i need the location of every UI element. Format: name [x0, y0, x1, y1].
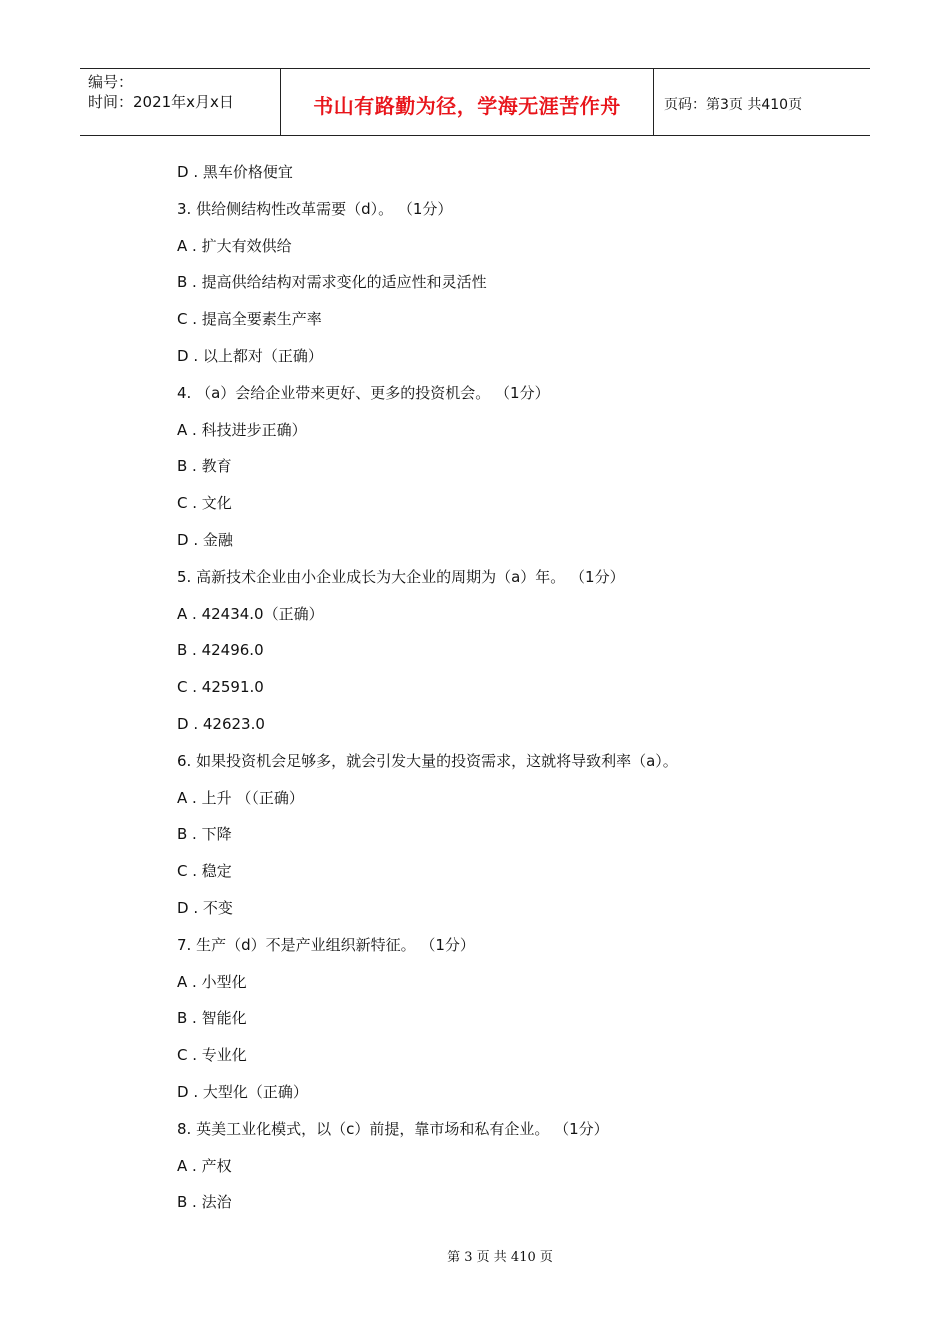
option-line: B . 教育 — [177, 457, 232, 476]
question-line: 3. 供给侧结构性改革需要（d）。 （1分） — [177, 199, 453, 218]
header-motto: 书山有路勤为径，学海无涯苦作舟 — [281, 69, 654, 135]
header-page-info: 页码：第3页 共410页 — [664, 97, 803, 113]
document-body — [177, 160, 857, 1227]
question-line: 6. 如果投资机会足够多，就会引发大量的投资需求，这就将导致利率（a）。 — [177, 751, 678, 770]
option-line: A . 产权 — [177, 1156, 232, 1175]
option-line: D . 大型化（正确） — [177, 1082, 308, 1101]
option-line: C . 专业化 — [177, 1046, 247, 1065]
option-line: D . 42623.0 — [177, 714, 265, 733]
option-line: B . 42496.0 — [177, 641, 264, 660]
option-line: B . 下降 — [177, 825, 232, 844]
question-line: 4. （a）会给企业带来更好、更多的投资机会。 （1分） — [177, 383, 550, 402]
option-line: B . 提高供给结构对需求变化的适应性和灵活性 — [177, 273, 487, 292]
question-line: 7. 生产（d）不是产业组织新特征。 （1分） — [177, 935, 475, 954]
option-line: B . 法治 — [177, 1193, 232, 1212]
time-label: 时间：2021年x月x日 — [88, 93, 234, 111]
header-meta — [80, 69, 281, 135]
option-line: A . 42434.0（正确） — [177, 604, 324, 623]
option-line: C . 文化 — [177, 494, 232, 513]
option-line: C . 稳定 — [177, 862, 232, 881]
option-line: A . 上升 （（正确） — [177, 788, 304, 807]
question-line: 5. 高新技术企业由小企业成长为大企业的周期为（a）年。 （1分） — [177, 567, 625, 586]
option-line: A . 科技进步正确） — [177, 420, 307, 439]
question-line: 8. 英美工业化模式，以（c）前提，靠市场和私有企业。 （1分） — [177, 1119, 609, 1138]
option-line: A . 扩大有效供给 — [177, 236, 292, 255]
option-line: B . 智能化 — [177, 1009, 247, 1028]
option-line: D . 金融 — [177, 530, 233, 549]
option-line: C . 42591.0 — [177, 678, 264, 697]
option-line: D . 不变 — [177, 898, 233, 917]
page-header — [80, 68, 870, 136]
number-label: 编号： — [88, 73, 134, 91]
text-line: D . 黑车价格便宜 — [177, 163, 293, 181]
option-line: A . 小型化 — [177, 972, 247, 991]
option-line: D . 以上都对（正确） — [177, 346, 323, 365]
page-footer: 第 3 页 共 410 页 — [447, 1250, 553, 1265]
option-line: C . 提高全要素生产率 — [177, 310, 322, 329]
